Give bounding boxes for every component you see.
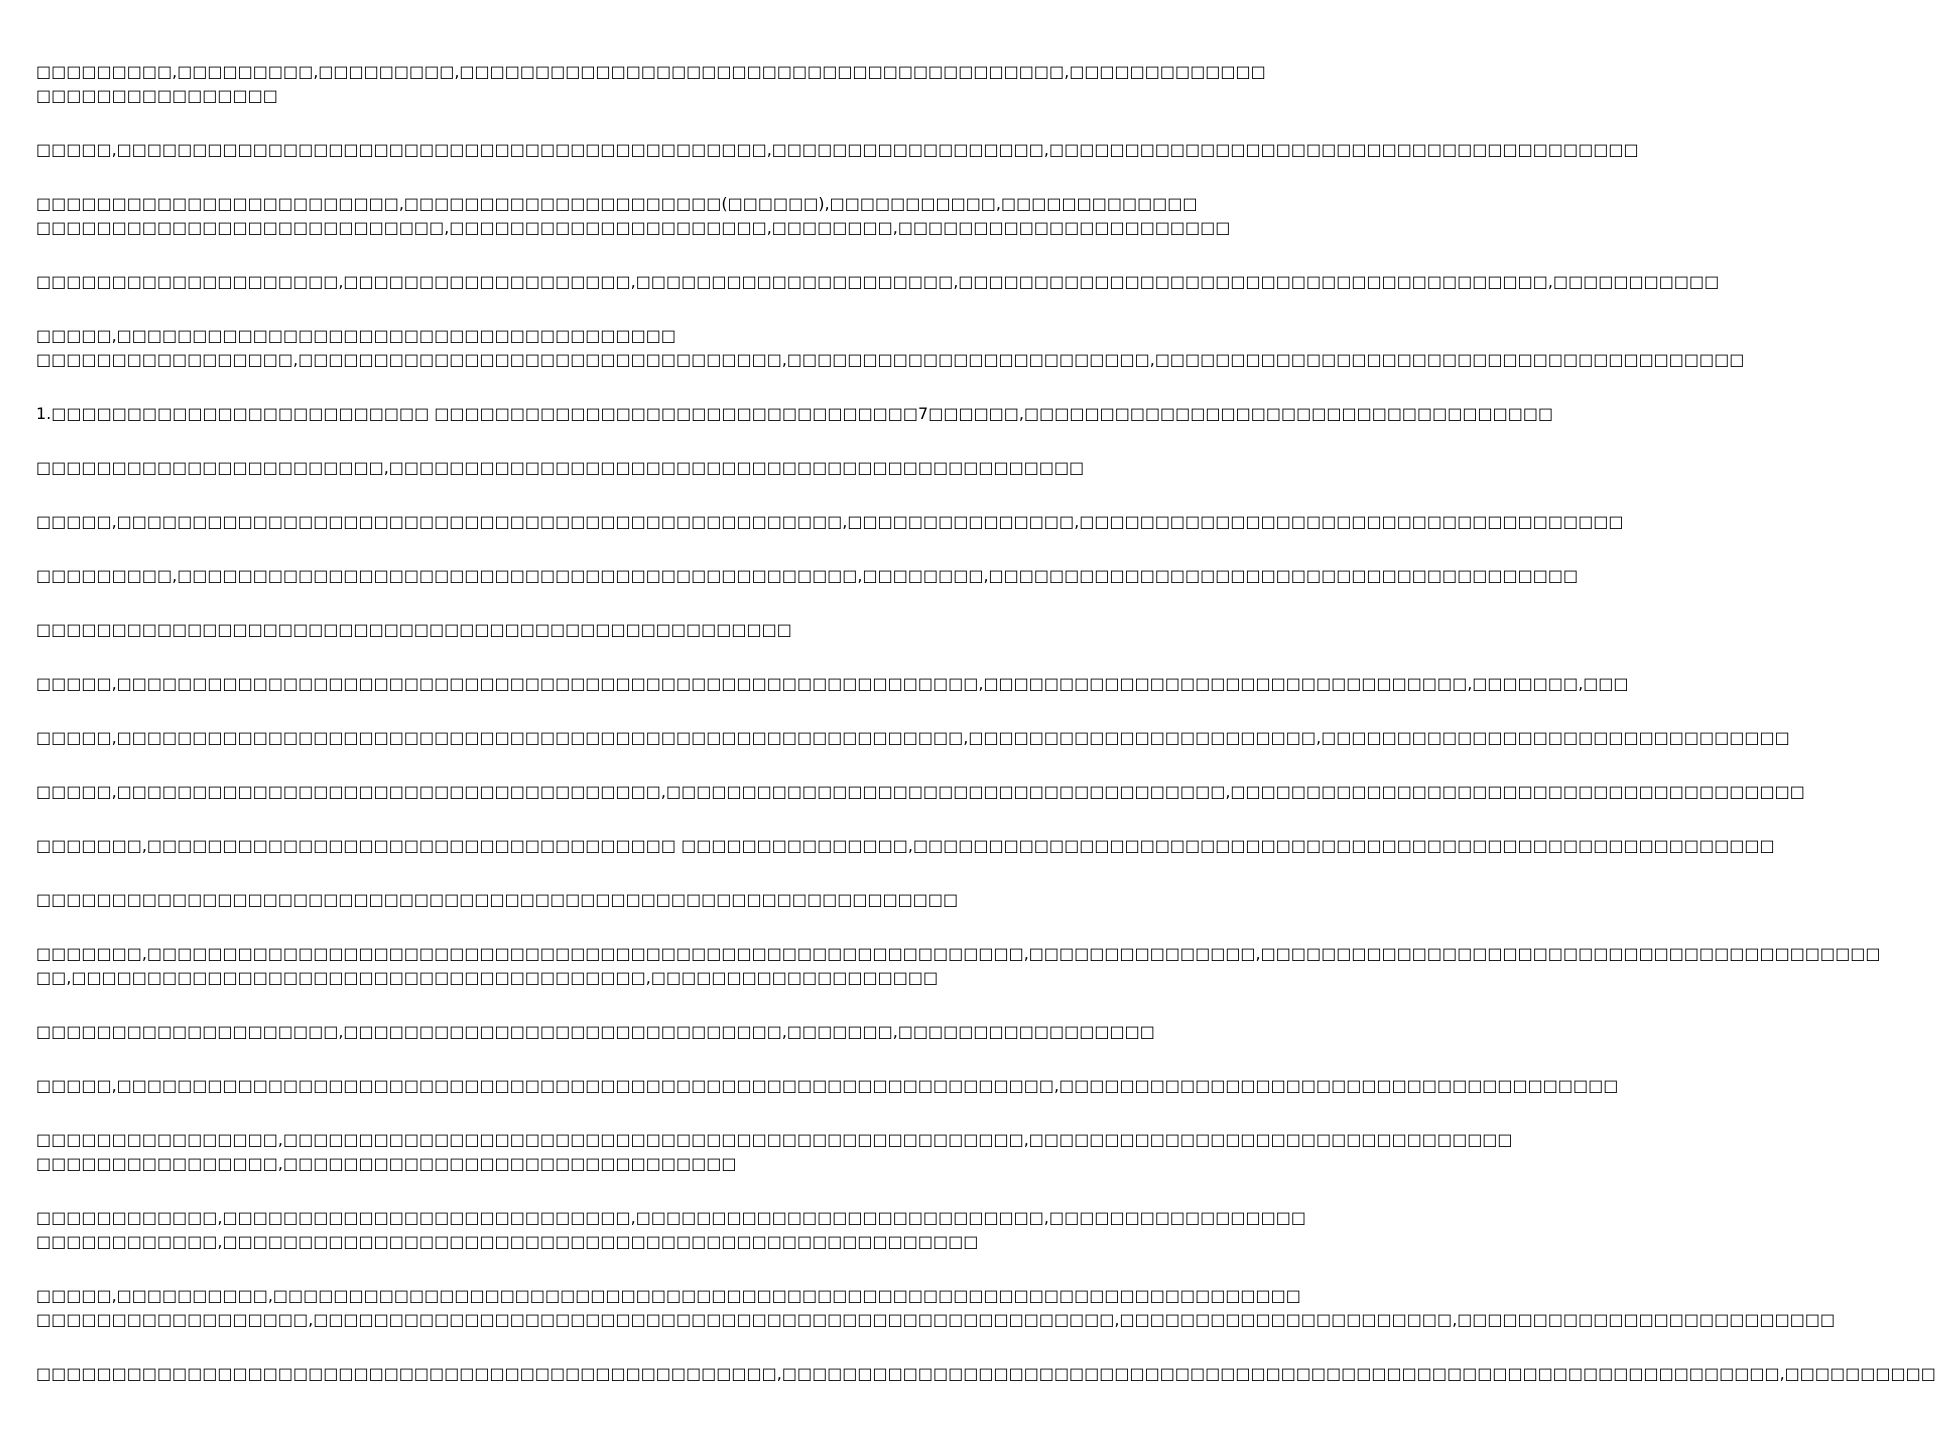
text-line: □□□□□□□□□□□□□□□□□□□□□□□,□□□□□□□□□□□□□□□□□□□□□□□□□□□□□□□□□□□□□□□□□□□□□□ — [36, 458, 1085, 477]
paragraph — [36, 138, 1639, 162]
document-body — [36, 60, 1936, 1416]
text-line: □□□□□,□□□□□□□□□□□□□□□□□□□□□□□□□□□□□□□□□□□□□□□□□□□□□□□□□□□□□□□□,□□□□□□□□□□□□□□□□□□□□□□□,□□□□□□□□□□□□□□□□□□□□□□□□□□□□□□□ — [36, 728, 1790, 747]
paragraph — [36, 1362, 1936, 1386]
text-line: □□□□□□□□□□□□□□□□,□□□□□□□□□□□□□□□□□□□□□□□□□□□□□□□□□□□□□□□□□□□□□□□□□,□□□□□□□□□□□□□□□□□□□□□□□□□□□□□□□□ — [36, 1130, 1513, 1149]
text-line: □□□□□,□□□□□□□□□□,□□□□□□□□□□□□□□□□□□□□□□□□□□□□□□□□□□□□□□□□□□□□□□□□□□□□□□□□□□□□□□□□□□□□ — [36, 1286, 1301, 1305]
text-line: □□□□□□□□□□□□□□□□,□□□□□□□□□□□□□□□□□□□□□□□□□□□□□□ — [36, 1154, 737, 1173]
text-line: □□□□□□□□□□□□□□□□□□□□□□□□□□□□□□□□□□□□□□□□□□□□□□□□□□ — [36, 620, 792, 639]
text-line: □□□□□□□□□□□□□□□□□□,□□□□□□□□□□□□□□□□□□□□□□□□□□□□□□□□□□□□□□□□□□□□□□□□□□□□□,□□□□□□□□□□□□□□□□□□□□□□,□□□□□□□□□□□□□□□□□□□□□□□□□ — [36, 1310, 1836, 1329]
paragraph — [36, 1284, 1836, 1332]
text-line: □□□□□,□□□□□□□□□□□□□□□□□□□□□□□□□□□□□□□□□□□□□□□□□□□□□□□□□□□□□□□□□□□□□□,□□□□□□□□□□□□□□□□□□□□□□□□□□□□□□□□□□□□□ — [36, 1076, 1619, 1095]
text-line: □□□□□□□□□□□□□□□□□□□□□□□□□□□□□□□□□□□□□□□□□□□□□□□□□,□□□□□□□□□□□□□□□□□□□□□□□□□□□□□□□□□□□□□□□□□□□□□□□□□□□□□□□□□□□□□□□□□□,□□□□□□□□□□ — [36, 1364, 1936, 1383]
paragraph — [36, 402, 1554, 426]
text-line: □□□□□□□□□□□□□□□□□□□□,□□□□□□□□□□□□□□□□□□□□□□□□□□□□□,□□□□□□□,□□□□□□□□□□□□□□□□□ — [36, 1022, 1155, 1041]
paragraph — [36, 780, 1805, 804]
text-line: □□□□□□□□□□□□,□□□□□□□□□□□□□□□□□□□□□□□□□□□,□□□□□□□□□□□□□□□□□□□□□□□□□□□,□□□□□□□□□□□□□□□□□ — [36, 1208, 1306, 1227]
paragraph — [36, 1128, 1513, 1176]
text-line: □□□□□□□□□,□□□□□□□□□,□□□□□□□□□,□□□□□□□□□□□□□□□□□□□□□□□□□□□□□□□□□□□□□□□□,□□□□□□□□□□□□□ — [36, 62, 1266, 81]
paragraph — [36, 192, 1231, 240]
text-line: □□□□□,□□□□□□□□□□□□□□□□□□□□□□□□□□□□□□□□□□□□□ — [36, 326, 677, 345]
paragraph — [36, 726, 1790, 750]
text-line: 1.□□□□□□□□□□□□□□□□□□□□□□□□□ □□□□□□□□□□□□□□□□□□□□□□□□□□□□□□□□7□□□□□□,□□□□□□□□□□□□□□□□□□□□□□□□□□□□□□□□□□□ — [36, 404, 1554, 423]
paragraph — [36, 942, 1881, 990]
paragraph — [36, 618, 990, 642]
text-line: □□□□□,□□□□□□□□□□□□□□□□□□□□□□□□□□□□□□□□□□□□□□□□□□□□□□□□,□□□□□□□□□□□□□□□,□□□□□□□□□□□□□□□□□□□□□□□□□□□□□□□□□□□□ — [36, 512, 1624, 531]
paragraph — [36, 510, 1624, 534]
paragraph — [36, 270, 1720, 294]
paragraph — [36, 888, 990, 912]
text-line: □□□□□,□□□□□□□□□□□□□□□□□□□□□□□□□□□□□□□□□□□□□□□□□□□□□□□□□□□□□□□□□,□□□□□□□□□□□□□□□□□□□□□□□□□□□□□□□□,□□□□□□□,□□□ — [36, 674, 1629, 693]
paragraph — [36, 1206, 1306, 1254]
paragraph — [36, 564, 1579, 588]
text-line: □□□□□□□□□□□□□□□□□□□□,□□□□□□□□□□□□□□□□□□□,□□□□□□□□□□□□□□□□□□□□□,□□□□□□□□□□□□□□□□□□□□□□□□□□□□□□□□□□□□□□□,□□□□□□□□□□□ — [36, 272, 1720, 291]
text-line: □□□□□□□□□□□□,□□□□□□□□□□□□□□□□□□□□□□□□□□□□□□□□□□□□□□□□□□□□□□□□□□ — [36, 1232, 979, 1251]
paragraph — [36, 324, 1745, 372]
paragraph — [36, 60, 1266, 108]
paragraph — [36, 456, 1085, 480]
text-line: □□□□□□□□□□□□□□□□□□□□□□□□□□□,□□□□□□□□□□□□□□□□□□□□□,□□□□□□□□,□□□□□□□□□□□□□□□□□□□□□□ — [36, 218, 1231, 237]
paragraph — [36, 1020, 1155, 1044]
text-line: □□□□□□□□□□□□□□□□ — [36, 86, 278, 105]
text-line: □□,□□□□□□□□□□□□□□□□□□□□□□□□□□□□□□□□□□□□□□,□□□□□□□□□□□□□□□□□□□ — [36, 968, 939, 987]
text-line: □□□□□□□□□□□□□□□□□□□□□□□□□□□□□□□□□□□□□□□□□□□□□□□□□□□□□□□□□□□□□ — [36, 890, 959, 909]
text-line: □□□□□□□□□,□□□□□□□□□□□□□□□□□□□□□□□□□□□□□□□□□□□□□□□□□□□□□,□□□□□□□□,□□□□□□□□□□□□□□□□□□□□□□□□□□□□□□□□□□□□□□□ — [36, 566, 1579, 585]
text-line: □□□□□□□□□□□□□□□□□□□□□□□□,□□□□□□□□□□□□□□□□□□□□□(□□□□□□),□□□□□□□□□□□,□□□□□□□□□□□□□ — [36, 194, 1198, 213]
paragraph — [36, 834, 1775, 858]
paragraph — [36, 672, 1629, 696]
text-line: □□□□□,□□□□□□□□□□□□□□□□□□□□□□□□□□□□□□□□□□□□□□□□□□□,□□□□□□□□□□□□□□□□□□,□□□□□□□□□□□□□□□□□□□□□□□□□□□□□□□□□□□□□□□ — [36, 140, 1639, 159]
paragraph — [36, 1074, 1619, 1098]
text-line: □□□□□□□,□□□□□□□□□□□□□□□□□□□□□□□□□□□□□□□□□□□□□□□□□□□□□□□□□□□□□□□□□□,□□□□□□□□□□□□□□□,□□□□□□□□□□□□□□□□□□□□□□□□□□□□□□□□□□□□□□□□□ — [36, 944, 1881, 963]
text-line: □□□□□,□□□□□□□□□□□□□□□□□□□□□□□□□□□□□□□□□□□□,□□□□□□□□□□□□□□□□□□□□□□□□□□□□□□□□□□□□□,□□□□□□□□□□□□□□□□□□□□□□□□□□□□□□□□□□□□□□ — [36, 782, 1805, 801]
text-line: □□□□□□□□□□□□□□□□□,□□□□□□□□□□□□□□□□□□□□□□□□□□□□□□□□,□□□□□□□□□□□□□□□□□□□□□□□□,□□□□□□□□□□□□□□□□□□□□□□□□□□□□□□□□□□□□□□□ — [36, 350, 1745, 369]
text-line: □□□□□□□,□□□□□□□□□□□□□□□□□□□□□□□□□□□□□□□□□□□ □□□□□□□□□□□□□□□,□□□□□□□□□□□□□□□□□□□□□□□□□□□□□□□□□□□□□□□□□□□□□□□□□□□□□□□□□ — [36, 836, 1775, 855]
